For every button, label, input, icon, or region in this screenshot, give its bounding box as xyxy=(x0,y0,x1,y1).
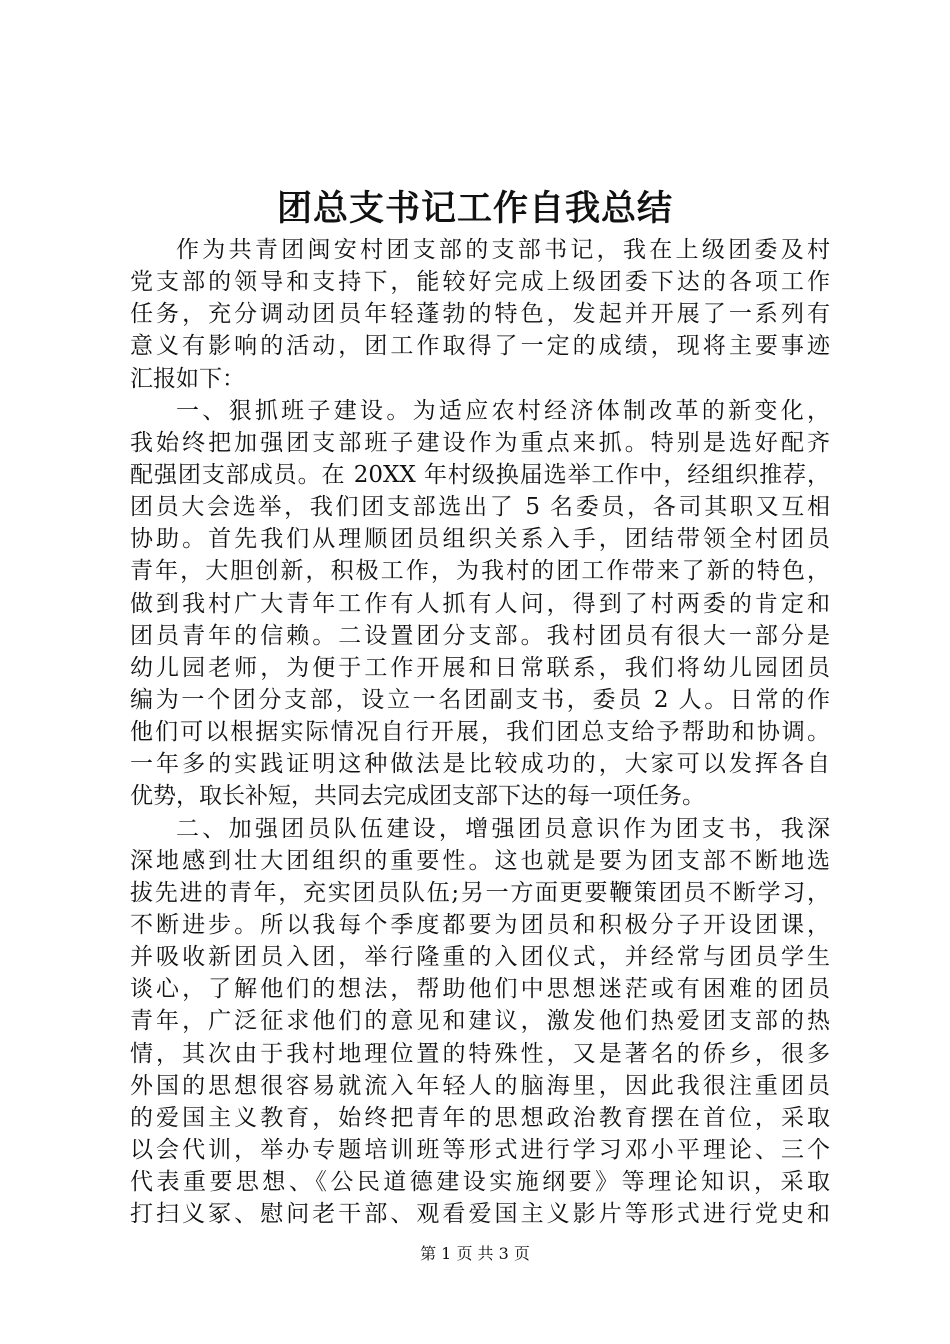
text-line: 我始终把加强团支部班子建设作为重点来抓。特别是选好配齐 xyxy=(130,429,830,456)
document-title: 团总支书记工作自我总结 xyxy=(276,188,673,229)
text-line: 二、加强团员队伍建设，增强团员意识作为团支书，我深 xyxy=(176,815,830,842)
text-line: 一、狠抓班子建设。为适应农村经济体制改革的新变化， xyxy=(176,397,830,424)
text-line: 一年多的实践证明这种做法是比较成功的，大家可以发挥各自 xyxy=(130,751,830,778)
page-footer: 第 1 页 共 3 页 xyxy=(420,1244,530,1263)
text-line: 外国的思想很容易就流入年轻人的脑海里，因此我很注重团员 xyxy=(130,1072,830,1099)
text-line: 汇报如下： xyxy=(130,365,245,392)
text-line: 不断进步。所以我每个季度都要为团员和积极分子开设团课， xyxy=(130,911,830,938)
text-line: 作为共青团闽安村团支部的支部书记，我在上级团委及村 xyxy=(176,237,830,263)
text-line: 幼儿园老师，为便于工作开展和日常联系，我们将幼儿园团员 xyxy=(130,654,830,681)
text-line: 意义有影响的活动，团工作取得了一定的成绩，现将主要事迹 xyxy=(130,333,830,360)
text-line: 编为一个团分支部，设立一名团副支书，委员 2 人。日常的作 xyxy=(130,686,830,713)
text-line: 谈心，了解他们的想法，帮助他们中思想迷茫或有困难的团员 xyxy=(130,976,830,1003)
text-line: 拔先进的青年，充实团员队伍;另一方面更要鞭策团员不断学习， xyxy=(130,879,830,906)
text-line: 并吸收新团员入团，举行隆重的入团仪式，并经常与团员学生 xyxy=(130,944,830,971)
text-line: 以会代训，举办专题培训班等形式进行学习邓小平理论、三个 xyxy=(130,1136,830,1163)
text-line: 青年，广泛征求他们的意见和建议，激发他们热爱团支部的热 xyxy=(130,1008,830,1035)
text-line: 他们可以根据实际情况自行开展，我们团总支给予帮助和协调。 xyxy=(130,719,830,746)
text-line: 协助。首先我们从理顺团员组织关系入手，团结带领全村团员 xyxy=(130,526,830,553)
text-line: 做到我村广大青年工作有人抓有人问，得到了村两委的肯定和 xyxy=(130,590,830,617)
text-line: 党支部的领导和支持下，能较好完成上级团委下达的各项工作 xyxy=(130,269,830,296)
text-line: 任务，充分调动团员年轻蓬勃的特色，发起并开展了一系列有 xyxy=(130,301,830,328)
text-line: 情，其次由于我村地理位置的特殊性，又是著名的侨乡，很多 xyxy=(130,1040,830,1067)
text-line: 配强团支部成员。在 20XX 年村级换届选举工作中，经组织推荐， xyxy=(130,461,830,488)
text-line: 打扫义冢、慰问老干部、观看爱国主义影片等形式进行党史和 xyxy=(130,1201,830,1228)
text-line: 优势，取长补短，共同去完成团支部下达的每一项任务。 xyxy=(130,783,705,810)
text-line: 团员青年的信赖。二设置团分支部。我村团员有很大一部分是 xyxy=(130,622,830,649)
text-line: 团员大会选举，我们团支部选出了 5 名委员，各司其职又互相 xyxy=(130,494,830,521)
document-body xyxy=(130,234,830,1230)
text-line: 青年，大胆创新，积极工作，为我村的团工作带来了新的特色， xyxy=(130,558,830,585)
text-line: 代表重要思想、《公民道德建设实施纲要》等理论知识，采取 xyxy=(130,1169,830,1196)
text-line: 的爱国主义教育，始终把青年的思想政治教育摆在首位，采取 xyxy=(130,1104,830,1131)
text-line: 深地感到壮大团组织的重要性。这也就是要为团支部不断地选 xyxy=(130,847,830,874)
